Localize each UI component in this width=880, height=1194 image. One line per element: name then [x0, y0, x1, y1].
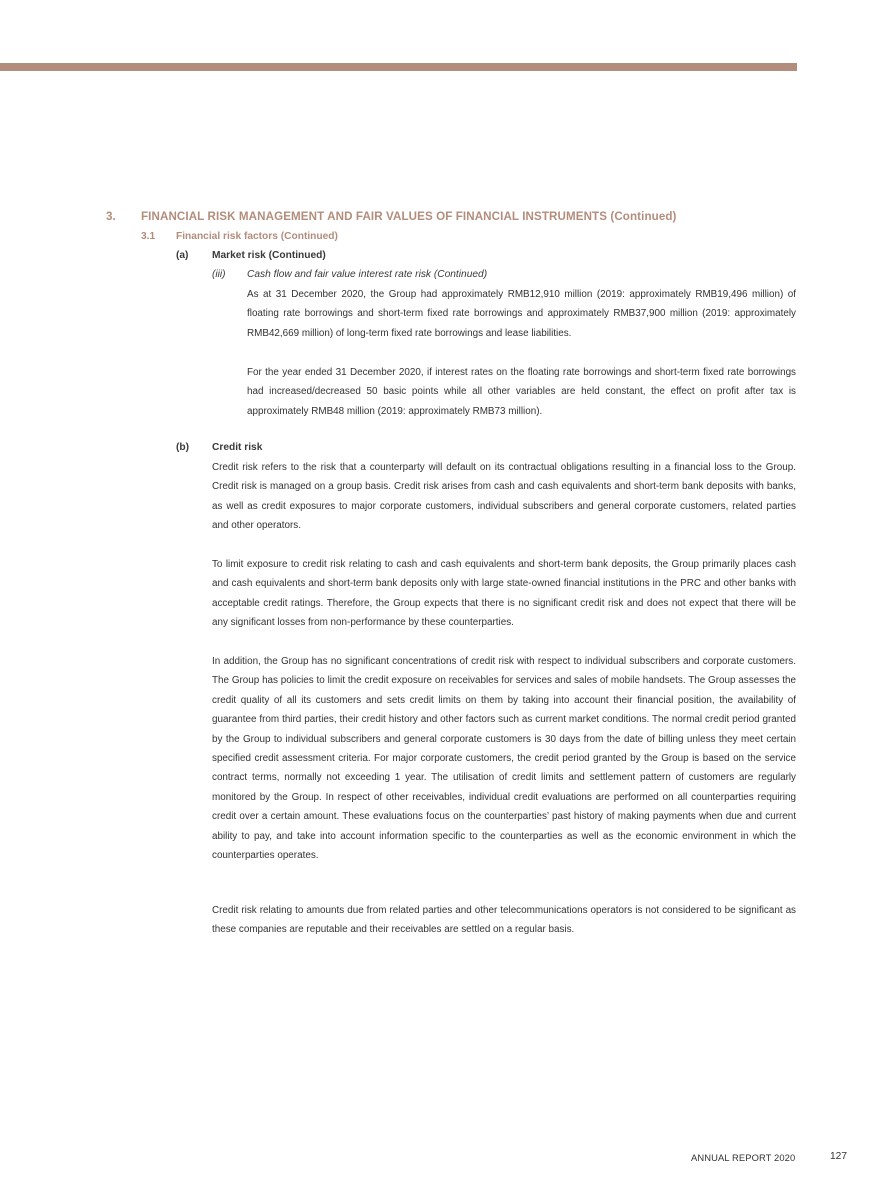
credit-risk-paragraph-3: In addition, the Group has no significant concentrations of credit risk with respect to individual subscribers and corporate customers. The Group has policies to limit the credit exposure on receivables for services and sales of mobile handsets. The Group assesses the credit quality of all its customers and sets credit limits on them by taking into account their financial position, the availability of guarantee from third parties, their credit history and other factors such as current market conditions. The normal credit period granted by the Group to individual subscribers and general corporate customers is 30 days from the date of billing unless they meet certain specified credit assessment criteria. For major corporate customers, the credit period granted by the Group is based on the service contract terms, normally not exceeding 1 year. The utilisation of credit limits and settlement pattern of customers are regularly monitored by the Group. In respect of other receivables, individual credit evaluations are performed on all counterparties requiring credit over a certain amount. These evaluations focus on the counterparties’ past history of making payments when due and current ability to pay, and take into account information specific to the counterparties as well as the economic environment in which the counterparties operates.	[212, 656, 796, 862]
top-accent-bar	[0, 63, 797, 71]
page-number: 127	[830, 1151, 847, 1162]
market-risk-title: Market risk (Continued)	[212, 250, 326, 261]
credit-risk-paragraph-4: Credit risk relating to amounts due from related parties and other telecommunications operators is not considered to be significant as these companies are reputable and their receivables are settled on a regular basis.	[212, 905, 796, 936]
market-risk-label: (a)	[176, 250, 189, 261]
credit-risk-paragraph-1: Credit risk refers to the risk that a counterparty will default on its contractual obligations resulting in a financial loss to the Group. Credit risk is managed on a group basis. Credit risk arises from cash and cash equivalents and short-term bank deposits with banks, as well as credit exposures to major corporate customers, individual subscribers and general corporate customers, related parties and other operators.	[212, 462, 796, 532]
interest-rate-risk-title: Cash flow and fair value interest rate risk (Continued)	[247, 269, 488, 280]
subsection-number: 3.1	[141, 231, 156, 242]
interest-rate-paragraph-2: For the year ended 31 December 2020, if interest rates on the floating rate borrowings and short-term fixed rate borrowings had increased/decreased 50 basic points while all other variables are held constant, the effect on profit after tax is approximately RMB48 million (2019: approximately RMB73 million).	[247, 367, 796, 417]
interest-rate-risk-label: (iii)	[212, 269, 226, 280]
interest-rate-paragraph-1: As at 31 December 2020, the Group had approximately RMB12,910 million (2019: approximately RMB19,496 million) of floating rate borrowings and short-term fixed rate borrowings and approximately RMB37,900 million (2019: approximately RMB42,669 million) of long-term fixed rate borrowings and lease liabilities.	[247, 289, 796, 339]
footer-report-label: ANNUAL REPORT 2020	[691, 1152, 796, 1163]
subsection-title: Financial risk factors (Continued)	[176, 231, 338, 242]
credit-risk-label: (b)	[176, 442, 190, 453]
credit-risk-title: Credit risk	[212, 442, 263, 453]
section-title: FINANCIAL RISK MANAGEMENT AND FAIR VALUES OF FINANCIAL INSTRUMENTS (Continued)	[141, 210, 677, 223]
credit-risk-paragraph-2: To limit exposure to credit risk relating to cash and cash equivalents and short-term bank deposits, the Group primarily places cash and cash equivalents and short-term bank deposits only with large state-owned financial institutions in the PRC and other banks with acceptable credit ratings. Therefore, the Group expects that there is no significant credit risk and does not expect that there will be any significant losses from non-performance by these counterparties.	[212, 559, 796, 629]
section-number: 3.	[106, 210, 116, 223]
